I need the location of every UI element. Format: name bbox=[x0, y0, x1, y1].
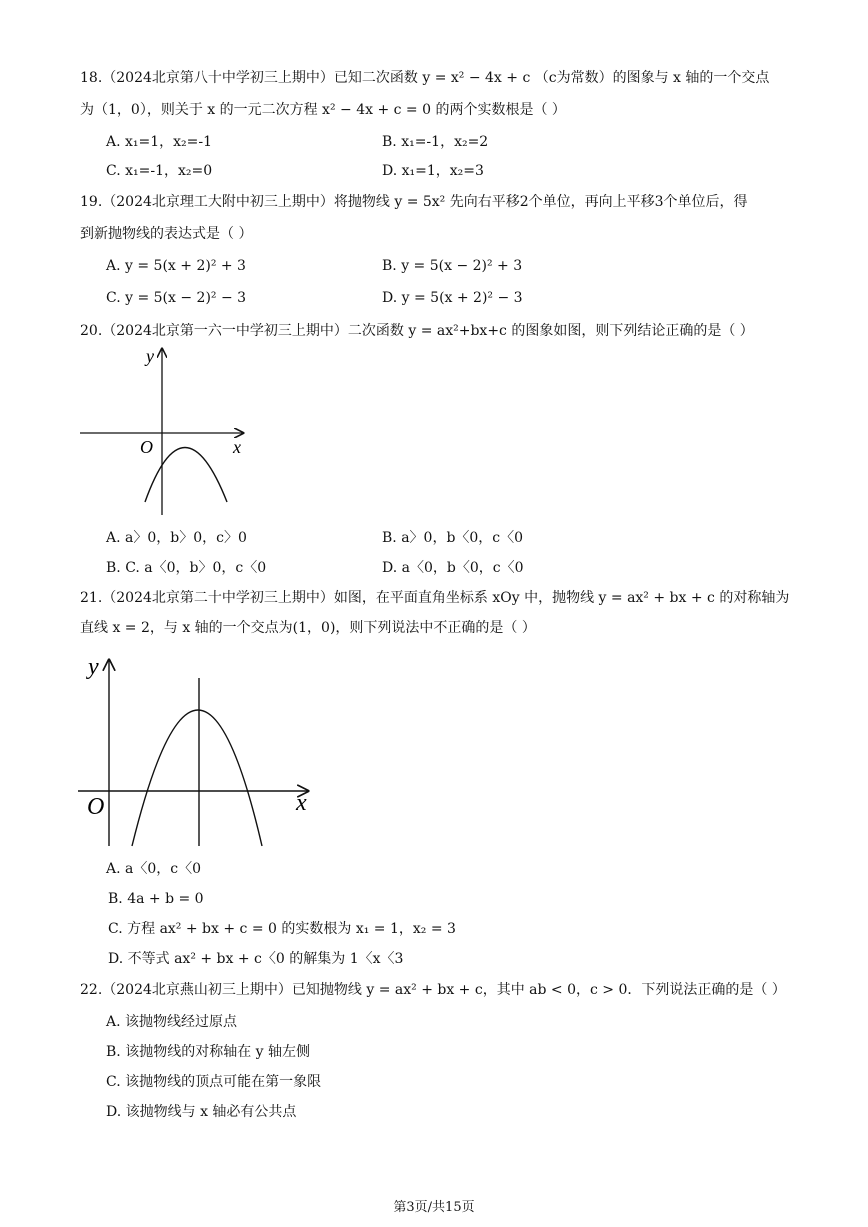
q21-parabola-curve bbox=[132, 710, 262, 846]
q18-stem-line2: 为（1，0），则关于 x 的一元二次方程 x² − 4x + c = 0 的两个实数根是（ ） bbox=[80, 102, 566, 118]
page-number-footer: 第3页/共15页 bbox=[393, 1200, 475, 1215]
q19-option-b: B. y = 5(x − 2)² + 3 bbox=[382, 258, 523, 274]
q20-option-d: D. a〈0，b〈0，c〈0 bbox=[382, 560, 524, 576]
q21-parabola-graph bbox=[76, 648, 321, 853]
q18-option-a: A. x₁=1，x₂=-1 bbox=[106, 134, 213, 150]
q19-stem-line1: 19.（2024北京理工大附中初三上期中）将抛物线 y = 5x² 先向右平移2个单位，再向上平移3个单位后，得 bbox=[80, 194, 748, 210]
q22-option-a: A. 该抛物线经过原点 bbox=[106, 1014, 238, 1030]
q18-stem-line1: 18.（2024北京第八十中学初三上期中）已知二次函数 y = x² − 4x + c （c为常数）的图象与 x 轴的一个交点 bbox=[80, 70, 770, 86]
q20-option-a: A. a〉0，b〉0，c〉0 bbox=[106, 530, 247, 546]
q21-option-d: D. 不等式 ax² + bx + c〈0 的解集为 1〈x〈3 bbox=[108, 951, 404, 967]
q18-option-d: D. x₁=1，x₂=3 bbox=[382, 163, 484, 179]
q21-stem-line2: 直线 x = 2，与 x 轴的一个交点为(1，0)，则下列说法中不正确的是（ ） bbox=[80, 620, 536, 636]
q22-option-b: B. 该抛物线的对称轴在 y 轴左侧 bbox=[106, 1044, 310, 1060]
q21-origin-label: O bbox=[87, 794, 105, 820]
q19-option-d: D. y = 5(x + 2)² − 3 bbox=[382, 290, 523, 306]
q21-x-label: x bbox=[296, 790, 307, 816]
q18-option-b: B. x₁=-1，x₂=2 bbox=[382, 134, 489, 150]
q20-parabola-graph bbox=[78, 345, 258, 520]
q20-parabola-curve bbox=[145, 448, 227, 503]
q21-option-b: B. 4a + b = 0 bbox=[108, 891, 204, 907]
q19-option-a: A. y = 5(x + 2)² + 3 bbox=[106, 258, 246, 274]
q20-stem: 20.（2024北京第一六一中学初三上期中）二次函数 y = ax²+bx+c 的图象如图，则下列结论正确的是（ ） bbox=[80, 323, 754, 339]
q22-stem: 22.（2024北京燕山初三上期中）已知抛物线 y = ax² + bx + c，其中 ab < 0，c > 0．下列说法正确的是（ ） bbox=[80, 982, 786, 998]
q18-option-c: C. x₁=-1，x₂=0 bbox=[106, 163, 213, 179]
q20-x-label: x bbox=[233, 437, 241, 457]
q20-y-label: y bbox=[146, 346, 154, 366]
q19-stem-line2: 到新抛物线的表达式是（ ） bbox=[80, 226, 253, 242]
q22-option-c: C. 该抛物线的顶点可能在第一象限 bbox=[106, 1074, 322, 1090]
q21-y-label: y bbox=[88, 654, 99, 680]
q21-option-a: A. a〈0，c〈0 bbox=[106, 861, 202, 877]
q21-option-c: C. 方程 ax² + bx + c = 0 的实数根为 x₁ = 1，x₂ = 3 bbox=[108, 921, 456, 937]
q21-stem-line1: 21.（2024北京第二十中学初三上期中）如图，在平面直角坐标系 xOy 中，抛物线 y = ax² + bx + c 的对称轴为 bbox=[80, 590, 790, 606]
q19-option-c: C. y = 5(x − 2)² − 3 bbox=[106, 290, 247, 306]
q20-origin-label: O bbox=[140, 437, 153, 457]
q20-option-b: B. a〉0，b〈0，c〈0 bbox=[382, 530, 524, 546]
q20-option-c: B. C. a〈0，b〉0，c〈0 bbox=[106, 560, 267, 576]
q22-option-d: D. 该抛物线与 x 轴必有公共点 bbox=[106, 1104, 297, 1120]
